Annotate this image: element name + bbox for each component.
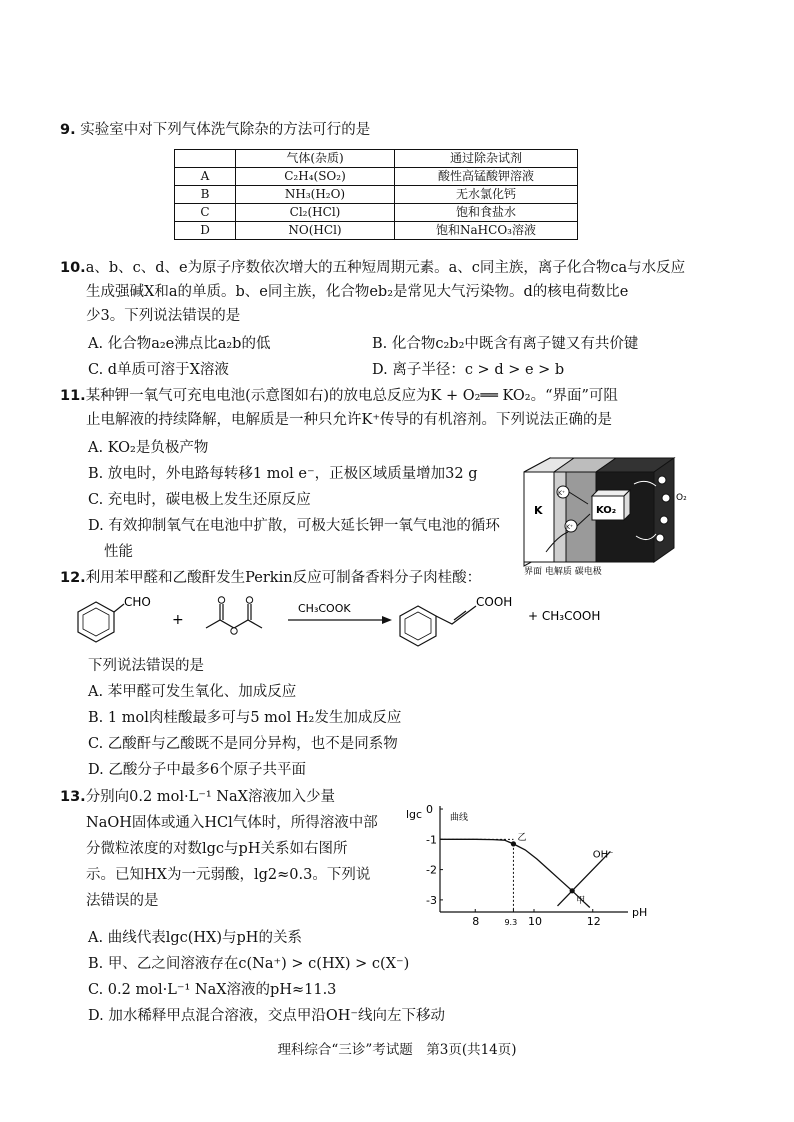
- question-text: 分别向0.2 mol·L⁻¹ NaX溶液加入少量: [85, 789, 335, 805]
- cho-group-label: CHO: [124, 595, 151, 609]
- x-tick-label: 10: [528, 915, 542, 928]
- table-cell: C: [175, 204, 236, 222]
- series-label-oh: OH⁻: [592, 849, 614, 861]
- potassium-block: [524, 472, 554, 562]
- question-text: 利用苯甲醛和乙酸酐发生Perkin反应可制备香料分子肉桂酸：: [85, 570, 482, 586]
- question-text: NaOH固体或通入HCl气体时，所得溶液中部: [86, 815, 378, 831]
- chart-point: [570, 888, 575, 893]
- option-c: C. 充电时，碳电极上发生还原反应: [88, 492, 311, 508]
- oxygen-bubble-icon: [656, 534, 664, 542]
- ko2-label: KO₂: [596, 505, 617, 516]
- interface-layer: [554, 472, 566, 562]
- byproduct-label: + CH₃COOH: [528, 609, 601, 623]
- table-cell: 饱和食盐水: [395, 204, 578, 222]
- k-label: K: [534, 504, 543, 517]
- chart-point: [511, 841, 516, 846]
- option-c: C. 0.2 mol·L⁻¹ NaX溶液的pH≈11.3: [88, 982, 337, 998]
- option-c: C. d单质可溶于X溶液: [88, 362, 229, 378]
- option-b: B. 放电时，外电路每转移1 mol e⁻，正极区域质量增加32 g: [88, 466, 478, 482]
- q11-stem: [60, 384, 750, 432]
- chart-point-label: 甲: [576, 895, 586, 906]
- table-header-cell: 通过除杂试剂: [395, 150, 578, 168]
- option-b: B. 化合物c₂b₂中既含有离子键又有共价键: [372, 336, 639, 352]
- kplus-label: K⁺: [566, 524, 574, 531]
- question-text: 某种钾一氧气可充电电池(示意图如右)的放电总反应为K + O₂══ KO₂。“界面”可阻: [85, 388, 618, 404]
- q12-stem: [60, 566, 481, 590]
- table-row: [175, 222, 578, 240]
- x-tick-label: 8: [472, 915, 480, 928]
- q10-stem: [60, 256, 740, 328]
- table-header-cell: [175, 150, 236, 168]
- option-d: D. 离子半径：c > d > e > b: [372, 362, 565, 378]
- oxygen-bubble-icon: [660, 516, 668, 524]
- kplus-label: K⁺: [558, 490, 566, 497]
- carbon-electrode-side: [654, 458, 674, 562]
- question-number: 13.: [60, 789, 86, 805]
- plus-sign: +: [172, 612, 184, 628]
- option-b: B. 甲、乙之间溶液存在c(Na⁺) > c(HX) > c(X⁻): [88, 956, 410, 972]
- table-cell: D: [175, 222, 236, 240]
- table-cell: B: [175, 186, 236, 204]
- oxygen-atom-icon: [231, 628, 237, 634]
- option-d: D. 加水稀释甲点混合溶液，交点甲沿OH⁻线向左下移动: [88, 1008, 446, 1024]
- table-cell: C₂H₄(SO₂): [236, 168, 395, 186]
- oxygen-bubble-icon: [658, 476, 666, 484]
- table-cell: 无水氯化钙: [395, 186, 578, 204]
- perkin-reaction-scheme: [76, 590, 636, 652]
- table-cell: 饱和NaHCO₃溶液: [395, 222, 578, 240]
- table-row: [175, 186, 578, 204]
- option-a: A. KO₂是负极产物: [88, 440, 209, 456]
- question-number: 9.: [60, 122, 76, 138]
- question-text: a、b、c、d、e为原子序数依次增大的五种短周期元素。a、c同主族，离子化合物ca与水反应: [85, 260, 686, 276]
- table-cell: 酸性高锰酸钾溶液: [395, 168, 578, 186]
- x-axis-label: pH: [632, 906, 648, 919]
- option-c: C. 乙酸酐与乙酸既不是同分异构，也不是同系物: [88, 736, 398, 752]
- table-cell: NH₃(H₂O): [236, 186, 395, 204]
- page-footer: 理科综合“三诊”考试题 第3页(共14页): [277, 1042, 517, 1058]
- table-cell: Cl₂(HCl): [236, 204, 395, 222]
- q9-stem: [60, 118, 370, 142]
- x-tick-label: 12: [586, 915, 601, 928]
- oxygen-atom-icon: [246, 597, 252, 603]
- table-header-cell: 气体(杂质): [236, 150, 395, 168]
- chart-point-label: 乙: [517, 832, 527, 843]
- ko2-box-side: [624, 490, 630, 520]
- y-tick-label: 0: [426, 803, 433, 817]
- diagram-caption: 界面 电解质 碳电极: [524, 567, 602, 576]
- y-tick-label: -1: [426, 833, 437, 847]
- question-text: 法错误的是: [86, 893, 159, 909]
- lgc-ph-chart: [400, 798, 660, 928]
- question-number: 12.: [60, 570, 86, 586]
- benzene-ring-inner-icon: [405, 612, 431, 640]
- question-number: 10.: [60, 260, 86, 276]
- option-d: D. 有效抑制氧气在电池中扩散，可极大延长钾一氧气电池的循环: [88, 518, 500, 534]
- cooh-group-label: COOH: [476, 595, 513, 609]
- reaction-arrow-head: [382, 616, 392, 624]
- q13-stem: [60, 784, 378, 914]
- option-a: A. 化合物a₂e沸点比a₂b的低: [88, 336, 271, 352]
- anhydride-skeleton: [206, 620, 262, 628]
- option-a: A. 苯甲醛可发生氧化、加成反应: [88, 684, 297, 700]
- y-axis-label: lgc: [406, 808, 423, 821]
- option-d-continued: 性能: [104, 544, 133, 560]
- gas-impurity-table: [174, 149, 578, 240]
- oxygen-bubble-icon: [662, 494, 670, 502]
- option-d: D. 乙酸分子中最多6个原子共平面: [88, 762, 307, 778]
- question-text: 分微粒浓度的对数lgc与pH关系如右图所: [86, 841, 348, 857]
- table-row: [175, 168, 578, 186]
- question-text: 少3。下列说法错误的是: [86, 308, 241, 324]
- question-text: 生成强碱X和a的单质。b、e同主族，化合物eb₂是常见大气污染物。d的核电荷数比e: [86, 284, 629, 300]
- option-a: A. 曲线代表lgc(HX)与pH的关系: [88, 930, 302, 946]
- y-tick-label: -3: [426, 893, 437, 907]
- oxygen-atom-icon: [218, 597, 224, 603]
- question-number: 11.: [60, 388, 86, 404]
- question-text: 示。已知HX为一元弱酸，lg2≈0.3。下列说: [86, 867, 371, 883]
- question-text: 实验室中对下列气体洗气除杂的方法可行的是: [80, 122, 371, 138]
- question-subtext: 下列说法错误的是: [88, 658, 204, 674]
- option-b: B. 1 mol肉桂酸最多可与5 mol H₂发生加成反应: [88, 710, 402, 726]
- y-tick-label: -2: [426, 863, 437, 877]
- question-text: 止电解液的持续降解，电解质是一种只允许K⁺传导的有机溶剂。下列说法正确的是: [86, 412, 612, 428]
- table-cell: A: [175, 168, 236, 186]
- series-label-curve: 曲线: [450, 813, 469, 823]
- o2-label: O₂: [676, 493, 687, 503]
- benzene-ring-inner-icon: [83, 608, 109, 636]
- x-tick-label: 9.3: [504, 918, 518, 927]
- alkene-chain: [436, 606, 476, 624]
- bond-line: [114, 604, 124, 612]
- table-header-row: [175, 150, 578, 168]
- table-cell: NO(HCl): [236, 222, 395, 240]
- catalyst-label: CH₃COOK: [298, 602, 351, 615]
- table-row: [175, 204, 578, 222]
- battery-diagram: [516, 440, 694, 576]
- series-line-curve: [440, 839, 590, 907]
